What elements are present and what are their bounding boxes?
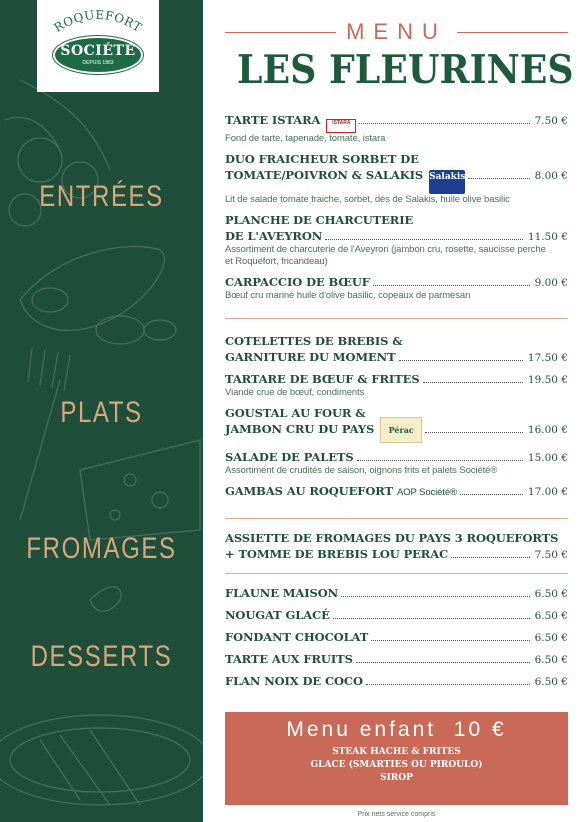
leader-dots <box>425 432 523 433</box>
logo-oval <box>53 36 143 74</box>
menu-item-dessert <box>225 651 568 667</box>
menu-item-tarte-istara <box>225 112 568 145</box>
leader-dots <box>451 557 529 558</box>
item-price: 15.00 € <box>527 452 568 464</box>
item-price: 9.00 € <box>534 277 568 289</box>
roquefort-societe-logo <box>37 0 159 92</box>
item-name: CARPACCIO DE BŒUF <box>225 275 370 289</box>
menu-item-tartare <box>225 371 568 399</box>
side-panel <box>0 0 203 822</box>
leader-dots <box>341 596 530 597</box>
item-price: 6.50 € <box>534 676 568 688</box>
footer-note: Prix nets service compris <box>357 811 436 818</box>
menu-item-dessert <box>225 585 568 601</box>
logo-brand: SOCIÉTÉ <box>60 43 136 59</box>
entrees-list <box>225 112 568 308</box>
kids-menu-price: 10 € <box>453 718 507 741</box>
desserts-list <box>225 585 568 695</box>
logo-since: DEPUIS 1863 <box>82 60 114 66</box>
leader-dots <box>366 684 530 685</box>
item-price: 16.00 € <box>527 424 568 436</box>
item-description: Assortiment de crudités de saison, oignons frits et palets Société® <box>225 465 498 476</box>
kids-menu-item: SIROP <box>380 773 413 783</box>
item-price: 17.00 € <box>527 486 568 498</box>
kids-menu-label: Menu enfant <box>286 718 437 741</box>
item-name: JAMBON CRU DU PAYS <box>225 422 375 436</box>
item-price: 11.50 € <box>527 231 568 243</box>
section-divider <box>225 318 568 319</box>
section-divider <box>225 518 568 519</box>
page-title: LES FLEURINES <box>237 47 574 93</box>
item-description: Bœuf cru mariné huile d'olive basilic, copeaux de parmesan <box>225 290 471 301</box>
leader-dots <box>460 494 523 495</box>
menu-item-dessert <box>225 607 568 623</box>
item-price: 6.50 € <box>534 588 568 600</box>
item-name: NOUGAT GLACÉ <box>225 608 330 622</box>
section-label-desserts: DESSERTS <box>30 640 173 673</box>
heading-rule-right <box>457 32 568 33</box>
section-divider <box>225 573 568 574</box>
item-description: Viande crue de bœuf, condiments <box>225 387 365 398</box>
menu-item-gambas <box>225 483 568 501</box>
section-label-fromages: FROMAGES <box>26 532 177 565</box>
menu-item-goustal <box>225 405 568 443</box>
fromages-list <box>225 530 568 568</box>
leader-dots <box>357 460 523 461</box>
item-name-line1: COTELETTES DE BREBIS & <box>225 334 403 348</box>
item-price: 6.50 € <box>534 632 568 644</box>
item-description: Lit de salade tomate fraiche, sorbet, dés de Salakis, huile olive basilic <box>225 194 510 205</box>
menu-item-salade-palets <box>225 449 568 477</box>
menu-item-planche-charcuterie <box>225 212 568 268</box>
section-label-plats: PLATS <box>60 396 143 429</box>
istara-logo-badge: ISTARA <box>326 119 356 133</box>
leader-dots <box>399 360 523 361</box>
leader-dots <box>359 123 529 124</box>
item-name: + TOMME DE BREBIS LOU PERAC <box>225 547 449 561</box>
item-price: 6.50 € <box>534 610 568 622</box>
leader-dots <box>333 618 530 619</box>
item-name-line1: GOUSTAL AU FOUR & <box>225 406 366 420</box>
menu-content <box>203 0 588 822</box>
kids-menu-box <box>225 712 568 805</box>
heading-rule-left <box>225 32 336 33</box>
section-label-entrees: ENTRÉES <box>39 180 164 213</box>
item-name: TOMATE/POIVRON & SALAKIS <box>225 168 424 182</box>
leader-dots <box>373 285 530 286</box>
item-name-line1: PLANCHE DE CHARCUTERIE <box>225 213 414 227</box>
kids-menu-item: STEAK HACHE & FRITES <box>332 747 461 757</box>
leader-dots <box>468 178 530 179</box>
item-description-line2: et Roquefort, fricandeau) <box>225 256 328 267</box>
menu-item-assiette-fromages <box>225 530 568 562</box>
leader-dots <box>423 382 523 383</box>
item-name: GARNITURE DU MOMENT <box>225 350 396 364</box>
menu-item-duo-fraicheur <box>225 151 568 206</box>
kids-menu-title <box>225 718 568 742</box>
menu-item-carpaccio <box>225 274 568 302</box>
item-description: Fond de tarte, tapenade, tomate, istara <box>225 133 386 144</box>
item-name-line1: DUO FRAICHEUR SORBET DE <box>225 152 419 166</box>
salakis-logo-badge: Salakis <box>429 170 465 194</box>
item-name: DE L'AVEYRON <box>225 229 323 243</box>
svg-text:ROQUEFORT: ROQUEFORT <box>51 7 145 35</box>
item-name: TARTE ISTARA <box>225 113 321 127</box>
kids-menu-item: GLACE (SMARTIES OU PIROULO) <box>310 760 483 770</box>
item-name: TARTARE DE BŒUF & FRITES <box>225 372 420 386</box>
item-price: 19.50 € <box>527 374 568 386</box>
item-name: FONDANT CHOCOLAT <box>225 630 369 644</box>
menu-heading <box>225 20 568 44</box>
item-price: 7.50 € <box>534 549 568 561</box>
item-name: FLAN NOIX DE COCO <box>225 674 363 688</box>
item-price: 17.50 € <box>527 352 568 364</box>
leader-dots <box>356 662 530 663</box>
item-price: 6.50 € <box>534 654 568 666</box>
leader-dots <box>371 640 529 641</box>
item-price: 7.50 € <box>534 115 568 127</box>
item-name: SALADE DE PALETS <box>225 450 354 464</box>
item-name-suffix: AOP Société® <box>396 487 457 498</box>
leader-dots <box>325 239 523 240</box>
item-name-line1: ASSIETTE DE FROMAGES DU PAYS 3 ROQUEFORTS <box>225 531 559 545</box>
menu-item-dessert <box>225 673 568 689</box>
menu-item-dessert <box>225 629 568 645</box>
item-name: GAMBAS AU ROQUEFORT <box>225 484 393 498</box>
item-name: FLAUNE MAISON <box>225 586 339 600</box>
item-description: Assortiment de charcuterie de l'Aveyron (jambon cru, rosette, saucisse perche <box>225 244 546 255</box>
perac-logo-badge: Pérac <box>380 417 422 443</box>
item-price: 8.00 € <box>534 170 568 182</box>
item-name: TARTE AUX FRUITS <box>225 652 353 666</box>
menu-word: MENU <box>346 19 447 44</box>
menu-item-cotelettes <box>225 333 568 365</box>
plats-list <box>225 333 568 507</box>
